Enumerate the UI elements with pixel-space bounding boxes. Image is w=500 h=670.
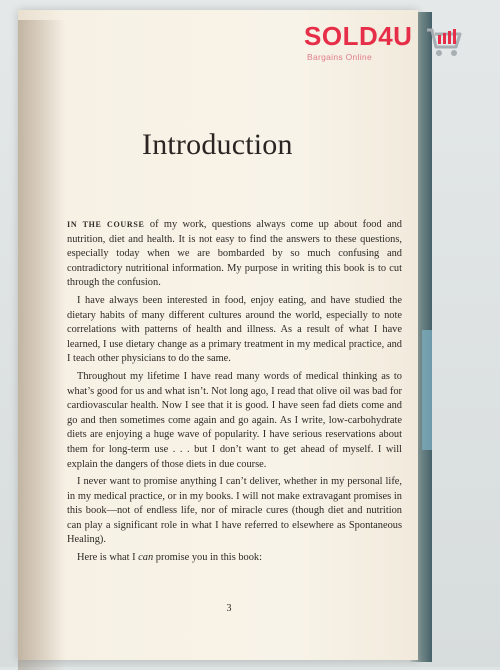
chapter-heading: Introduction	[142, 128, 293, 161]
sold4u-watermark	[304, 21, 464, 67]
watermark-subtitle: Bargains Online	[307, 52, 372, 62]
italic-word: can	[138, 552, 154, 564]
paragraph-text: promise you in this book:	[153, 552, 262, 564]
page-text	[67, 218, 402, 569]
paragraph: I have always been interested in food, enjoy eating, and have studied the dietary habits of many different cultures around the world, especially to note correlations with patterns of health and illness. As a result of what I have learned, I use dietary change as a primary treatment in my medical practice, and I teach other physicians to do the same.	[67, 294, 402, 365]
paragraph: I never want to promise anything I can’t deliver, whether in my personal life, in my medical practice, or in my books. I will not make extravagant promises in this book—not of endless life, nor of miracle cures (though diet and nutrition can play a significant role in what I have referred to elsewhere as Spontaneous Healing).	[67, 476, 402, 546]
lead-words: IN THE COURSE	[67, 220, 145, 229]
paragraph-text: Here is what I	[77, 552, 139, 564]
paragraph	[67, 551, 402, 566]
page-number: 3	[226, 603, 232, 614]
paragraph: Throughout my lifetime I have read many words of medical thinking as to what’s good for us and what isn’t. Not long ago, I read that olive oil was bad for cardiovascular health. Now I see that it is good. I have seen fad diets come and go and then sometimes come again and go again. As I write, low-carbohydrate diets are enjoying a huge wave of popularity. I have serious reservations about them for long-term use . . . but I don’t want to get ahead of myself. I will explain the dangers of those diets in due course.	[67, 370, 402, 470]
watermark-title: SOLD4U	[304, 21, 413, 51]
page-gutter-shadow	[18, 20, 66, 670]
cover-accent	[422, 330, 432, 450]
paragraph	[67, 218, 402, 291]
paragraph-text: of my work, questions always come up about food and nutrition, diet and health. It is not easy to find the answers to these questions, especially today when we are bombarded by so much confusing and contradictory nutritional information. My purpose in writing this book is to cut through the confusion.	[67, 219, 402, 289]
shopping-cart-icon	[425, 25, 465, 59]
